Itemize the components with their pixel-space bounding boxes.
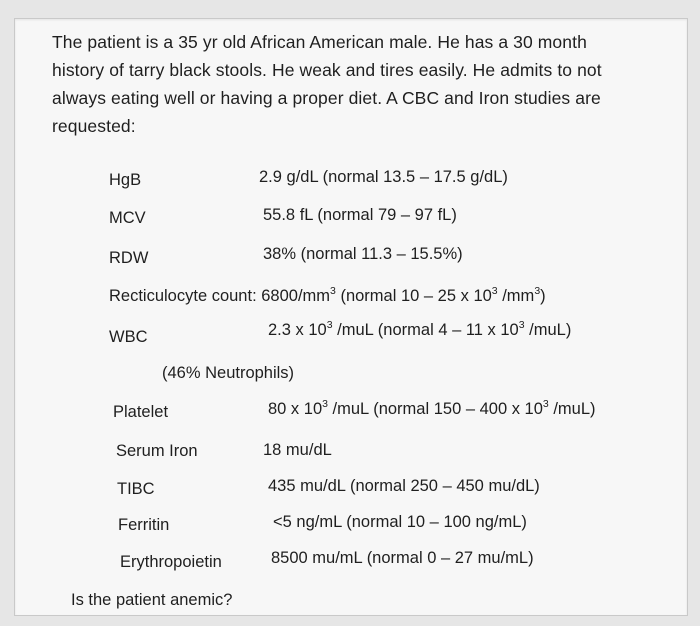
platelet-pre: 80 x 10 <box>268 400 323 418</box>
patient-description: The patient is a 35 yr old African American male. He has a 30 month history of tarry black stools. He weak and tires easily. He admits to not always eating well or having a proper diet. A CBC and Iron studies are requested: <box>52 32 602 136</box>
neutrophils-note: (46% Neutrophils) <box>162 364 295 382</box>
reticulocyte-mid: (normal 10 – 25 x 10 <box>335 287 492 305</box>
platelet-suffix: /muL) <box>548 400 596 418</box>
serum-iron-value: 18 mu/dL <box>263 441 332 459</box>
reticulocyte-sup3: 3 <box>534 284 541 297</box>
mcv-value: 55.8 fL (normal 79 – 97 fL) <box>263 206 457 224</box>
reticulocyte-mid2: /mm <box>497 287 535 305</box>
wbc-sup2: 3 <box>518 318 525 331</box>
erythropoietin-label: Erythropoietin <box>120 553 222 571</box>
tibc-value: 435 mu/dL (normal 250 – 450 mu/dL) <box>268 477 540 495</box>
platelet-label: Platelet <box>113 403 169 421</box>
reticulocyte-sup2: 3 <box>491 284 498 297</box>
rdw-label: RDW <box>109 249 149 267</box>
platelet-sup2: 3 <box>542 397 549 410</box>
ferritin-value: <5 ng/mL (normal 10 – 100 ng/mL) <box>273 513 527 531</box>
platelet-value <box>268 399 596 419</box>
wbc-suffix: /muL) <box>524 321 572 339</box>
ferritin-label: Ferritin <box>118 516 170 534</box>
platelet-sup1: 3 <box>322 397 328 410</box>
reticulocyte-suffix: ) <box>540 287 546 305</box>
hgb-label: HgB <box>109 171 142 189</box>
wbc-label: WBC <box>109 328 148 346</box>
tibc-label: TIBC <box>117 480 155 498</box>
hgb-value: 2.9 g/dL (normal 13.5 – 17.5 g/dL) <box>259 168 508 186</box>
reticulocyte-sup1: 3 <box>330 284 336 297</box>
wbc-sup1: 3 <box>326 318 333 331</box>
reticulocyte-prefix: Recticulocyte count: 6800/mm <box>109 287 331 305</box>
platelet-mid: /muL (normal 150 – 400 x 10 <box>327 400 543 418</box>
mcv-label: MCV <box>109 209 146 227</box>
wbc-value <box>268 320 571 340</box>
question-text: Is the patient anemic? <box>71 591 233 609</box>
wbc-pre: 2.3 x 10 <box>268 321 327 339</box>
serum-iron-label: Serum Iron <box>116 442 198 460</box>
rdw-value: 38% (normal 11.3 – 15.5%) <box>263 245 463 263</box>
wbc-mid: /muL (normal 4 – 11 x 10 <box>332 321 519 339</box>
erythropoietin-value: 8500 mu/mL (normal 0 – 27 mu/mL) <box>271 549 534 567</box>
reticulocyte-row <box>109 286 546 306</box>
